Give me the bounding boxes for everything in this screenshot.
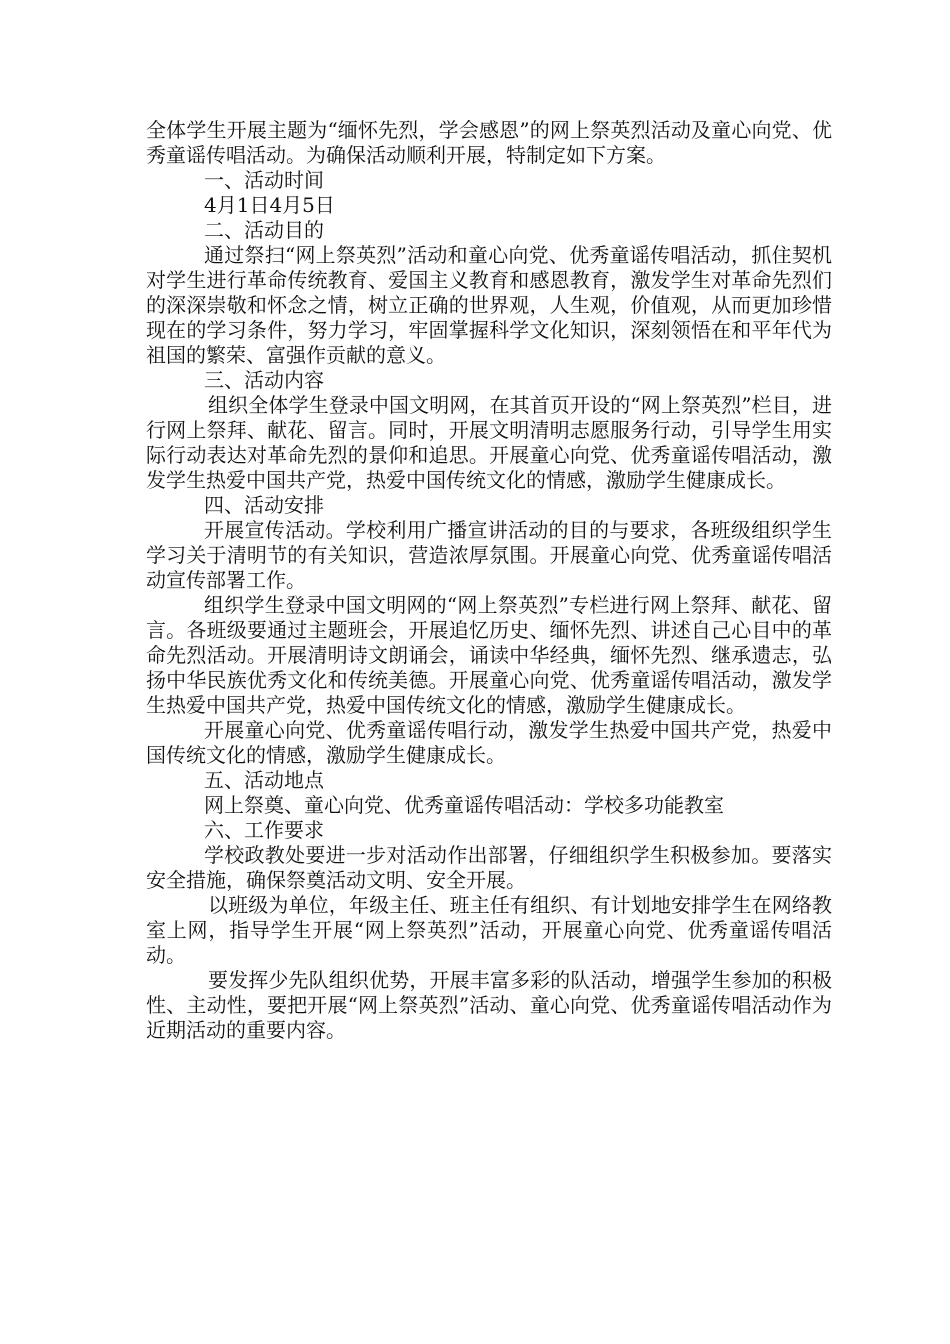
document-body	[146, 118, 832, 1043]
arrangement-paragraph-3: 开展童心向党、优秀童谣传唱行动，激发学生热爱中国共产党，热爱中国传统文化的情感，激励学生健康成长。	[146, 718, 832, 767]
intro-paragraph: 全体学生开展主题为“缅怀先烈，学会感恩”的网上祭英烈活动及童心向党、优秀童谣传唱活动。为确保活动顺利开展，特制定如下方案。	[146, 118, 832, 167]
section-heading-location: 五、活动地点	[204, 768, 324, 792]
section-body-location: 网上祭奠、童心向党、优秀童谣传唱活动：学校多功能教室	[204, 793, 724, 817]
section-heading-requirements: 六、工作要求	[204, 818, 324, 842]
arrangement-paragraph-1: 开展宣传活动。学校利用广播宣讲活动的目的与要求，各班级组织学生学习关于清明节的有关知识，营造浓厚氛围。开展童心向党、优秀童谣传唱活动宣传部署工作。	[146, 518, 832, 592]
section-body-content: 组织全体学生登录中国文明网，在其首页开设的“网上祭英烈”栏目，进行网上祭拜、献花、留言。同时，开展文明清明志愿服务行动，引导学生用实际行动表达对革命先烈的景仰和追思。开展童心向党、优秀童谣传唱活动，激发学生热爱中国共产党，热爱中国传统文化的情感，激励学生健康成长。	[146, 393, 832, 492]
section-heading-arrangement: 四、活动安排	[204, 493, 324, 517]
section-heading-content: 三、活动内容	[204, 368, 324, 392]
section-body-time: 4月1日4月5日	[204, 193, 335, 217]
requirements-paragraph-2: 以班级为单位，年级主任、班主任有组织、有计划地安排学生在网络教室上网，指导学生开展“网上祭英烈”活动，开展童心向党、优秀童谣传唱活动。	[146, 893, 832, 967]
requirements-paragraph-3: 要发挥少先队组织优势，开展丰富多彩的队活动，增强学生参加的积极性、主动性，要把开展“网上祭英烈”活动、童心向党、优秀童谣传唱活动作为近期活动的重要内容。	[146, 968, 832, 1042]
arrangement-paragraph-2: 组织学生登录中国文明网的“网上祭英烈”专栏进行网上祭拜、献花、留言。各班级要通过主题班会，开展追忆历史、缅怀先烈、讲述自己心目中的革命先烈活动。开展清明诗文朗诵会，诵读中华经典，缅怀先烈、继承遗志，弘扬中华民族优秀文化和传统美德。开展童心向党、优秀童谣传唱活动，激发学生热爱中国共产党，热爱中国传统文化的情感，激励学生健康成长。	[146, 593, 832, 717]
section-heading-purpose: 二、活动目的	[204, 218, 324, 242]
section-heading-time: 一、活动时间	[204, 168, 324, 192]
requirements-paragraph-1: 学校政教处要进一步对活动作出部署，仔细组织学生积极参加。要落实安全措施，确保祭奠活动文明、安全开展。	[146, 843, 832, 892]
section-body-purpose: 通过祭扫“网上祭英烈”活动和童心向党、优秀童谣传唱活动，抓住契机对学生进行革命传统教育、爱国主义教育和感恩教育，激发学生对革命先烈们的深深崇敬和怀念之情，树立正确的世界观，人生观，价值观，从而更加珍惜现在的学习条件，努力学习，牢固掌握科学文化知识，深刻领悟在和平年代为祖国的繁荣、富强作贡献的意义。	[146, 243, 832, 367]
